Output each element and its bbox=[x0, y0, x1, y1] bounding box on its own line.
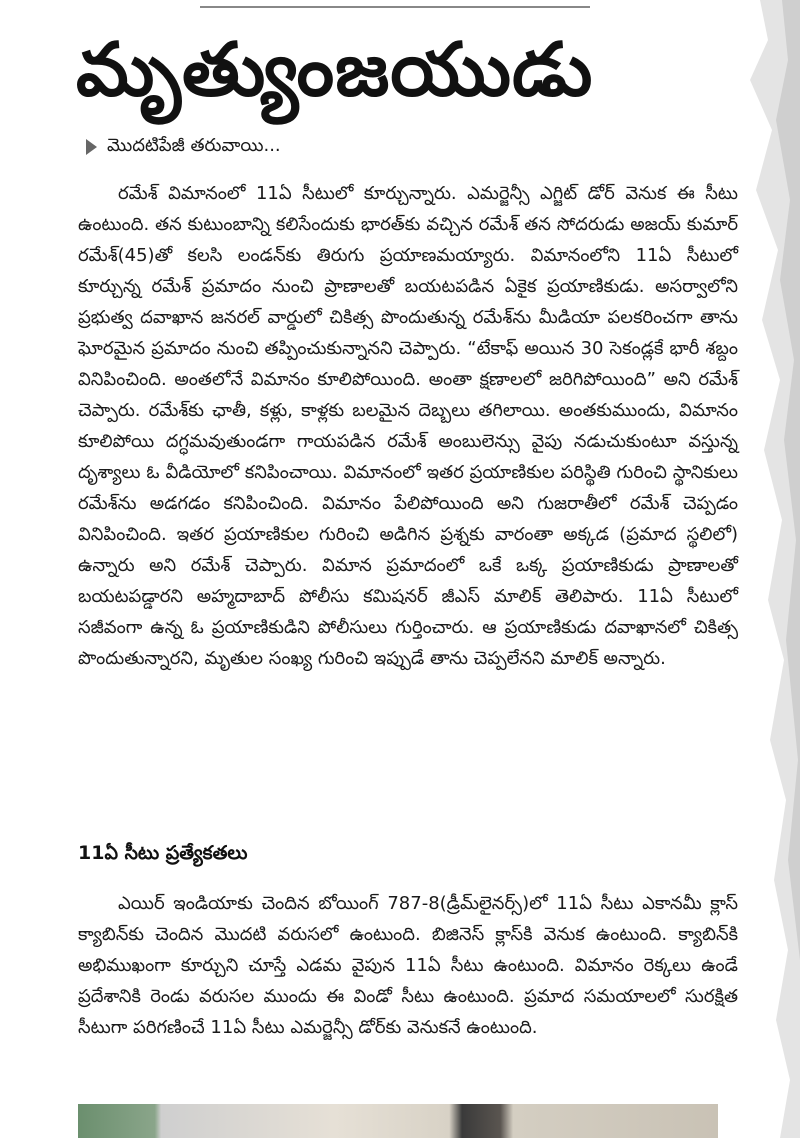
headline: మృత్యుంజయుడు bbox=[76, 27, 594, 113]
continued-label: మొదటిపేజీ తరువాయి... bbox=[107, 134, 281, 156]
top-rule bbox=[200, 6, 590, 8]
subheading: 11ఏ సీటు ప్రత్యేకతలు bbox=[78, 842, 248, 864]
article-paragraph-2: ఎయిర్ ఇండియాకు చెందిన బోయింగ్ 787-8(డ్రీమ్‌లైనర్స్)లో 11ఏ సీటు ఎకానమీ క్లాస్ క్యాబిన్‌కు చెందిన మొదటి వరుసలో ఉంటుంది. బిజినెస్ క్లాస్‌కి వెనుక ఉంటుంది. క్యాబిన్‌కి అభిముఖంగా కూర్చుని చూస్తే ఎడమ వైపున 11ఏ సీటు ఉంటుంది. విమానం రెక్కలు ఉండే ప్రదేశానికి రెండు వరుసల ముందు ఈ విండో సీటు ఉంటుంది. ప్రమాద సమయాలలో సురక్షిత సీటుగా పరిగణించే 11ఏ సీటు ఎమర్జెన్సీ డోర్‌కు వెనుకనే ఉంటుంది. bbox=[78, 893, 738, 1038]
continued-line bbox=[86, 134, 281, 160]
triangle-right-icon bbox=[86, 139, 97, 155]
photo-partial bbox=[78, 1104, 718, 1138]
article-paragraph-1: రమేశ్ విమానంలో 11ఏ సీటులో కూర్చున్నారు. ఎమర్జెన్సీ ఎగ్జిట్ డోర్ వెనుక ఈ సీటు ఉంటుంది. తన కుటుంబాన్ని కలిసేందుకు భారత్‌కు వచ్చిన రమేశ్ తన సోదరుడు అజయ్ కుమార్ రమేశ్(45)తో కలసి లండన్‌కు తిరుగు ప్రయాణమయ్యారు. విమానంలోని 11ఏ సీటులో కూర్చున్న రమేశ్ ప్రమాదం నుంచి ప్రాణాలతో బయటపడిన ఏకైక ప్రయాణికుడు. అసర్వాలోని ప్రభుత్వ దవాఖాన జనరల్ వార్డులో చికిత్స పొందుతున్న రమేశ్‌ను మీడియా పలకరించగా తాను ఘోరమైన ప్రమాదం నుంచి తప్పించుకున్నానని చెప్పారు. “టేకాఫ్ అయిన 30 సెకండ్లకే భారీ శబ్దం వినిపించింది. అంతలోనే విమానం కూలిపోయింది. అంతా క్షణాలలో జరిగిపోయింది” అని రమేశ్ చెప్పారు. రమేశ్‌కు ఛాతీ, కళ్లు, కాళ్లకు బలమైన దెబ్బలు తగిలాయి. అంతకుముందు, విమానం కూలిపోయి దగ్ధమవుతుండగా గాయపడిన రమేశ్ అంబులెన్సు వైపు నడుచుకుంటూ వస్తున్న దృశ్యాలు ఓ వీడియోలో కనిపించాయి. విమానంలో ఇతర ప్రయాణికుల పరిస్థితి గురించి స్థానికులు రమేశ్‌ను అడగడం కనిపించింది. విమానం పేలిపోయింది అని గుజరాతీలో రమేశ్ చెప్పడం వినిపించింది. ఇతర ప్రయాణికుల గురించి అడిగిన ప్రశ్నకు వారంతా అక్కడ (ప్రమాద స్థలిలో) ఉన్నారు అని రమేశ్ చెప్పారు. విమాన ప్రమాదంలో ఒకే ఒక్క ప్రయాణికుడు ప్రాణాలతో బయటపడ్డారని అహ్మదాబాద్ పోలీసు కమిషనర్ జీఎస్ మాలిక్ తెలిపారు. 11ఏ సీటులో సజీవంగా ఉన్న ఓ ప్రయాణికుడిని పోలీసులు గుర్తించారు. ఆ ప్రయాణికుడు దవాఖానలో చికిత్స పొందుతున్నారని, మృతుల సంఖ్య గురించి ఇప్పుడే తాను చెప్పలేనని మాలిక్ అన్నారు. bbox=[78, 183, 738, 669]
